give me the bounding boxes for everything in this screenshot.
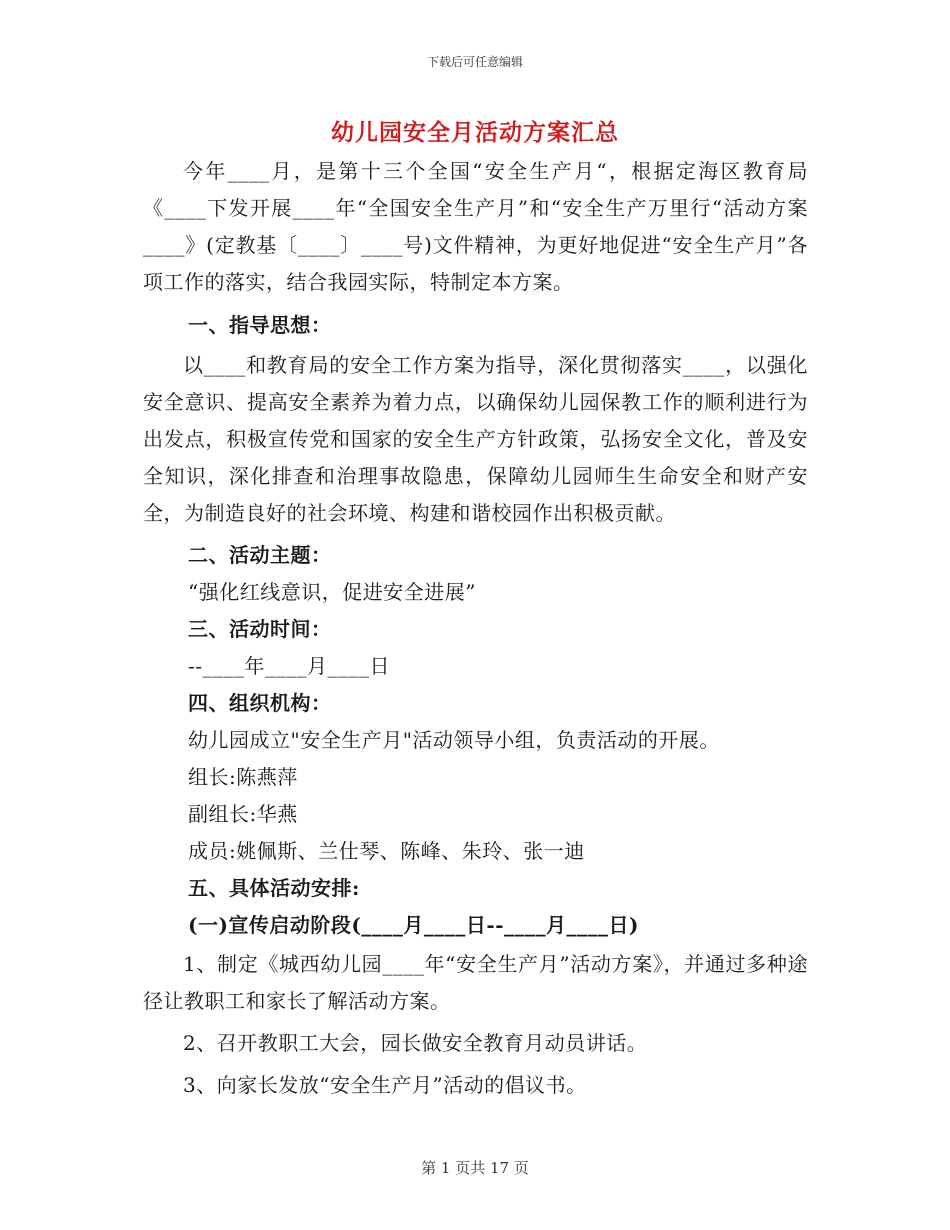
section-heading-guidance: 一、指导思想： (188, 313, 332, 337)
organization-leader: 组长:陈燕萍 (188, 765, 298, 789)
document-title: 幼儿园安全月活动方案汇总 (331, 119, 619, 146)
arrangement-item-2: 2、召开教职工大会，园长做安全教育月动员讲话。 (183, 1031, 648, 1055)
arrangement-item-3: 3、向家长发放“安全生产月”活动的倡议书。 (183, 1073, 587, 1097)
intro-paragraph: 今年____月，是第十三个全国“安全生产月“，根据定海区教育局《____下发开展____年“全国安全生产月”和“安全生产万里行“活动方案____》(定教基〔____〕____号)文件精神，为更好地促进“安全生产月”各项工作的落实，结合我园实际，特制定本方案。 (143, 159, 808, 294)
subheading-publicity-phase: (一)宣传启动阶段(____月____日--____月____日) (188, 913, 639, 937)
organization-deputy-leader: 副组长:华燕 (188, 802, 298, 826)
theme-text: “强化红线意识，促进安全进展” (188, 580, 476, 604)
page-footer: 第 1 页共 17 页 (421, 1159, 529, 1177)
organization-members: 成员:姚佩斯、兰仕琴、陈峰、朱玲、张一迪 (188, 839, 585, 863)
document-body (143, 153, 808, 1104)
header-note: 下载后可任意编辑 (426, 55, 523, 69)
section-heading-organization: 四、组织机构： (188, 691, 332, 715)
guidance-paragraph: 以____和教育局的安全工作方案为指导，深化贯彻落实____，以强化安全意识、提高安全素养为着力点，以确保幼儿园保教工作的顺利进行为出发点，积极宣传党和国家的安全生产方针政策，弘扬安全文化，普及安全知识，深化排查和治理事故隐患，保障幼儿园师生生命安全和财产安全，为制造良好的社会环境、构建和谐校园作出积极贡献。 (143, 353, 808, 525)
arrangement-item-1: 1、制定《城西幼儿园____年“安全生产月”活动方案》，并通过多种途径让教职工和家长了解活动方案。 (143, 952, 808, 1013)
time-text: --____年____月____日 (188, 654, 391, 678)
section-heading-time: 三、活动时间： (188, 617, 332, 641)
section-heading-theme: 二、活动主题： (188, 543, 332, 567)
organization-line: 幼儿园成立"安全生产月"活动领导小组，负责活动的开展。 (188, 728, 720, 752)
section-heading-arrangement: 五、具体活动安排: (188, 876, 360, 900)
